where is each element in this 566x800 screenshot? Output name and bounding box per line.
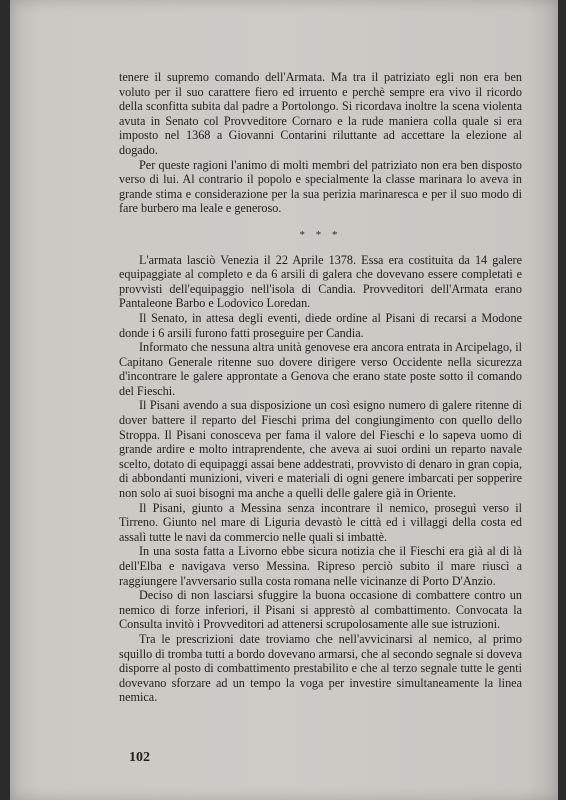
paragraph: Il Pisani, giunto a Messina senza incontrare il nemico, proseguì verso il Tirreno. Giunto nel mare di Liguria devastò le città ed i villaggi della costa ed assalì tutte le navi da commercio nelle quali si imbattè.	[119, 500, 522, 544]
paragraph: In una sosta fatta a Livorno ebbe sicura notizia che il Fieschi era già al di là dell'Elba e navigava verso Messina. Ripreso perciò subito il mare riuscì a raggiungere l'avversario sulla costa romana nelle vicinanze di Porto D'Anzio.	[119, 544, 522, 588]
body-text	[119, 70, 522, 705]
book-page	[10, 0, 558, 800]
paragraph: tenere il supremo comando dell'Armata. Ma tra il patriziato egli non era ben voluto per il suo carattere fiero ed irruento e perchè sempre era vivo il ricordo della sconfitta subita dal padre a Portolongo. Si ricordava inoltre la scena violenta avuta in Senato col Provveditore Cornaro e la rude maniera colla quale si era imposto nel 1368 a Giovanni Contarini riluttante ad accettare la elezione al dogado.	[119, 70, 522, 157]
page-number: 102	[129, 750, 150, 765]
paragraph: Deciso di non lasciarsi sfuggire la buona occasione di combattere contro un nemico di forze inferiori, il Pisani si apprestò al combattimento. Convocata la Consulta invitò i Provveditori ad attenersi scrupolosamente alle sue istruzioni.	[119, 588, 522, 632]
paragraph: Informato che nessuna altra unità genovese era ancora entrata in Arcipelago, il Capitano Generale ritenne suo dovere dirigere verso Occidente nella sicurezza d'incontrare le galere approntate a Genova che erano state poste sotto il comando del Fieschi.	[119, 340, 522, 398]
section-separator: * * *	[299, 228, 342, 241]
paragraph: Il Pisani avendo a sua disposizione un così esigno numero di galere ritenne di dover battere il reparto del Fieschi prima del congiungimento con quello dello Stroppa. Il Pisani conosceva per fama il valore del Fieschi e lo sapeva uomo di grande ardire e molto intraprendente, che aveva ai suoi ordini un reparto navale scelto, dotato di equipaggi assai bene addestrati, provvisto di denaro in gran copia, di abbondanti munizioni, viveri e materiali di ogni genere imbarcati per sopperire non solo ai suoi bisogni ma anche a quelli delle galere già in Oriente.	[119, 398, 522, 501]
paragraph: Il Senato, in attesa degli eventi, diede ordine al Pisani di recarsi a Modone donde i 6 arsili furono fatti proseguire per Candia.	[119, 310, 522, 340]
paragraph: Tra le prescrizioni date troviamo che nell'avvicinarsi al nemico, al primo squillo di tromba tutti a bordo dovevano armarsi, che al secondo segnale si doveva disporre al posto di combattimento prestabilito e che al terzo segnale tutte le genti dovevano sforzare ad un tempo la voga per investire simultaneamente la linea nemica.	[119, 631, 522, 705]
paragraph: L'armata lasciò Venezia il 22 Aprile 1378. Essa era costituita da 14 galere equipaggiate al completo e da 6 arsili di galera che dovevano essere completati e provvisti dell'equipaggio nell'isola di Candia. Provveditori dell'Armata erano Pantaleone Barbo e Lodovico Loredan.	[119, 252, 522, 311]
paragraph: Per queste ragioni l'animo di molti membri del patriziato non era ben disposto verso di lui. Al contrario il popolo e specialmente la classe marinara lo aveva in grande stima e considerazione per la sua perizia marinaresca e per il suo modo di fare burbero ma leale e generoso.	[119, 157, 522, 216]
